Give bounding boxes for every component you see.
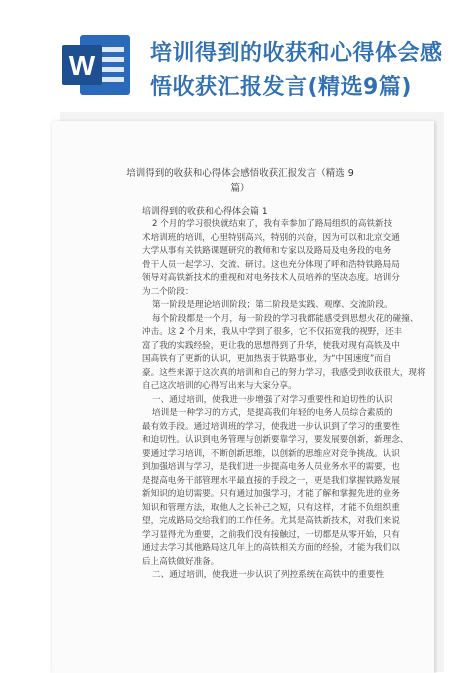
body-text-line: 富了我的实践经验，更让我的思想得到了升华，使我对现有高铁及中 [142,340,400,351]
body-text-line: 通过去学习其他路局这几年上的高铁相关方面的经验，才能为我们以 [142,543,400,553]
banner-title-line-2: 悟收获汇报发言(精选9篇) [150,75,412,100]
document-title-line-1: 培训得到的收获和心得体会感悟收获汇报发言（精选 9 [126,168,354,179]
word-doc-icon [62,33,132,97]
document-subheading: 培训得到的收获和心得体会篇 1 [142,207,268,217]
body-text-line: 领导对高铁新技术的重视和对电务技术人员培养的坚决态度。培训分 [142,273,400,283]
body-text-line: 后上高铁做好准备。 [142,556,220,567]
body-text-line: 要通过学习培训，不断创新思维，以创新的思维应对竞争挑战。认识 [142,448,400,459]
body-text-line: 到加强培训与学习，是我们进一步提高电务人员业务水平的需要，也 [142,462,400,472]
svg-text:W: W [68,50,96,81]
body-text-line: 国高铁有了更新的认识，更加热衷于铁路事业，为“中国速度”而自 [142,354,392,364]
body-text-line: 和迫切性。认识到电务管理与创新要靠学习，要发展要创新，新理念、 [142,435,409,445]
body-text-line: 术培训班的培训，心里特别高兴，特别的兴奋，因为可以和北京交通 [142,232,400,243]
body-text-line: 望，完成路局交给我们的工作任务。尤其是高铁新技术，对我们来说 [142,516,400,526]
body-text-line: 冲击。这 2 个月来，我从中学到了很多，它不仅拓宽我的视野，还丰 [142,327,403,337]
body-text-line: 是提高电务干部管理水平最直接的手段之一，更是我们掌握铁路发展 [142,475,400,486]
document-title-line-2: 篇） [230,183,250,194]
body-text-line: 为二个阶段： [142,286,194,297]
body-text-line: 最有效手段。通过培训班的学习，使我进一步认识到了学习的重要性 [142,421,400,432]
body-text-line: 学习显得尤为重要，之前我们没有接触过，一切都是从零开始，只有 [142,529,400,540]
body-text-line: 二、通过培训，使我进一步认识了列控系统在高铁中的重要性 [152,570,385,580]
document-body [142,218,426,583]
banner [0,0,474,112]
body-text-line: 大学从事有关铁路课题研究的教师和专家以及路局及电务段的电务 [142,246,392,256]
body-text-line: 培训是一种学习的方式，是提高我们年轻的电务人员综合素质的 [152,408,393,418]
body-text-line: 2 个月的学习很快就结束了，我有幸参加了路局组织的高铁新技 [152,219,393,229]
body-text-line: 第一阶段是理论培训阶段；第二阶段是实践、观摩、交流阶段。 [152,300,393,310]
body-text-line: 知识和管理方法，取他人之长补己之短，只有这样，才能不负组织重 [142,502,400,513]
body-text-line: 每个阶段都是一个月，每一阶段的学习我都能感受到思想火花的碰撞、 [152,313,419,324]
body-text-line: 豪。这些来源于这次真的培训和自己的努力学习，我感受到收获很大，现将 [142,367,426,378]
banner-title-line-1: 培训得到的收获和心得体会感 [150,41,443,66]
body-text-line: 骨干人员一起学习、交流、研讨。这也充分体现了呼和浩特铁路局局 [142,259,400,270]
body-text-line: 一、通过培训，使我进一步增强了对学习重要性和迫切性的认识 [152,394,393,405]
body-text-line: 自己这次培训的心得写出来与大家分享。 [142,381,297,391]
body-text-line: 新知识的迫切需要。只有通过加强学习，才能了解和掌握先进的业务 [142,489,400,499]
